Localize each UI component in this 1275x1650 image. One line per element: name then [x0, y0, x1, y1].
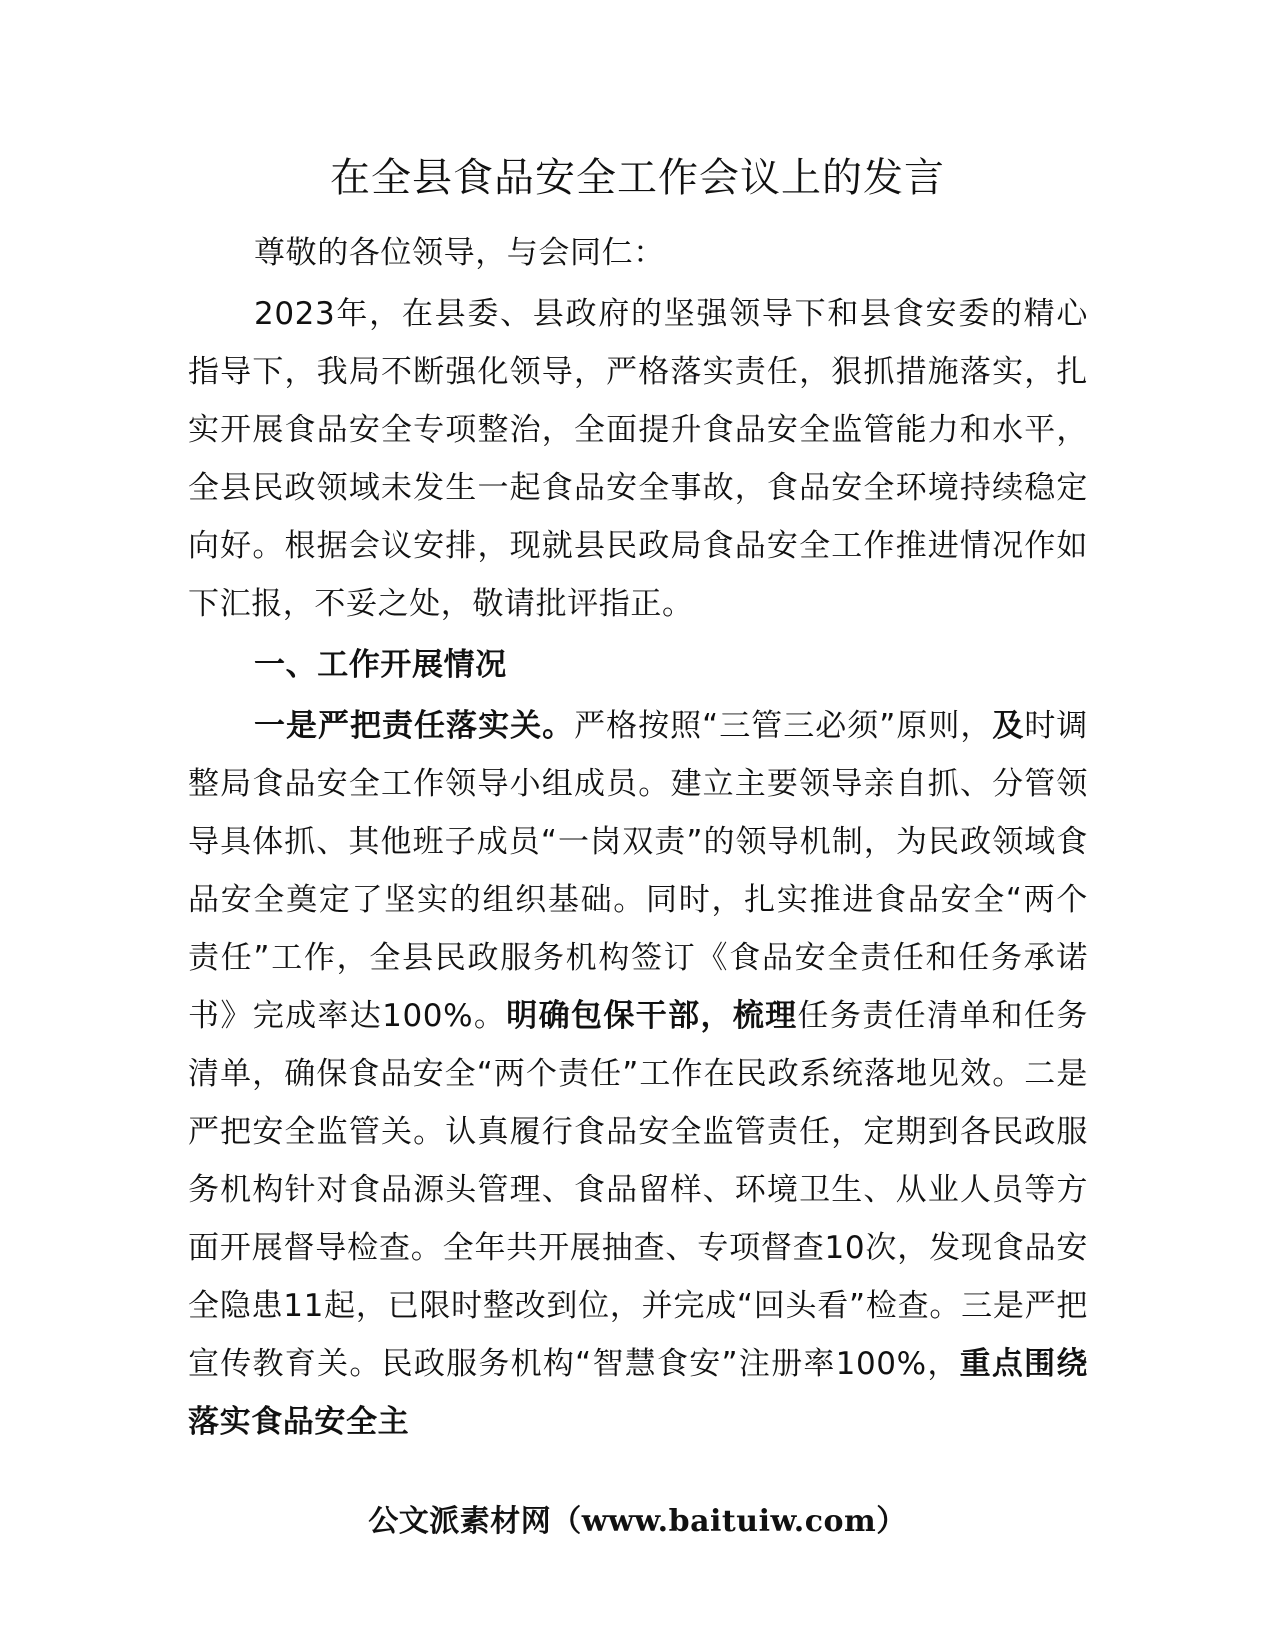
section-text-b: 时调整局食品安全工作领导小组成员。建立主要领导亲自抓、分管领导具体抓、其他班子成员“一岗双责”的领导机制，为民政领域食品安全奠定了坚实的组织基础。同时，扎实推进食品安全“两个责任”工作，全县民政服务机构签订《食品安全责任和任务承诺书》完成率达100%。	[188, 708, 1089, 1034]
document-body	[188, 224, 1088, 1454]
section-bold-a: 及	[992, 708, 1025, 744]
document-title: 在全县食品安全工作会议上的发言	[330, 155, 945, 201]
intro-paragraph: 2023年，在县委、县政府的坚强领导下和县食安委的精心指导下，我局不断强化领导，严格落实责任，狠抓措施落实，扎实开展食品安全专项整治，全面提升食品安全监管能力和水平，全县民政领域未发生一起食品安全事故，食品安全环境持续稳定向好。根据会议安排，现就县民政局食品安全工作推进情况作如下汇报，不妥之处，敬请批评指正。	[188, 296, 1088, 622]
section-paragraph	[188, 697, 1088, 1451]
section-bold-c: 重点围绕落实食品安全主	[188, 1346, 1088, 1440]
section-bold-b: 明确包保干部，梳理	[506, 998, 798, 1034]
salutation: 尊敬的各位领导，与会同仁：	[254, 235, 665, 271]
section-text-a: 严格按照“三管三必须”原则，	[574, 708, 993, 744]
section-heading: 一、工作开展情况	[254, 647, 507, 683]
section-text-c: 任务责任清单和任务清单，确保食品安全“两个责任”工作在民政系统落地见效。二是严把安全监管关。认真履行食品安全监管责任，定期到各民政服务机构针对食品源头管理、食品留样、环境卫生、从业人员等方面开展督导检查。全年共开展抽查、专项督查10次，发现食品安全隐患11起，已限时整改到位，并完成“回头看”检查。三是严把宣传教育关。民政服务机构“智慧食安”注册率100%，	[188, 998, 1088, 1382]
footer-watermark: 公文派素材网（www.baituiw.com）	[368, 1504, 907, 1539]
section-lead: 一是严把责任落实关。	[254, 708, 575, 744]
